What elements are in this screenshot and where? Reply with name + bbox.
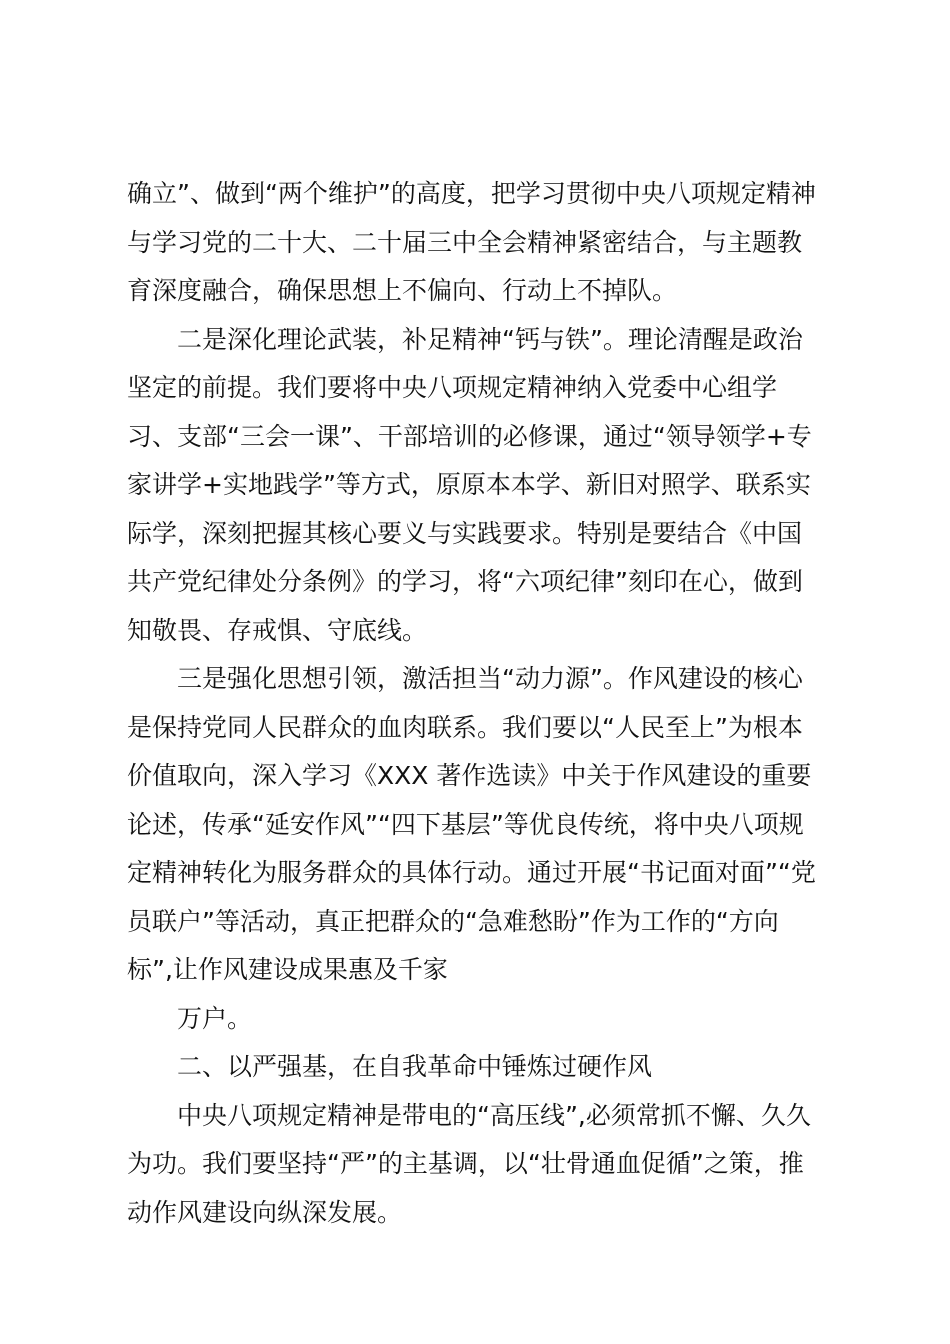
text-line: 共产党纪律处分条例》的学习，将“六项纪律”刻印在心，做到 (127, 567, 803, 596)
text-line: 中央八项规定精神是带电的“高压线”,必须常抓不懈、久久 (177, 1100, 811, 1130)
text-line: 习、支部“三会一课”、干部培训的必修课，通过“领导领学+专 (127, 421, 812, 451)
text-line: 三是强化思想引领，激活担当“动力源”。作风建设的核心 (177, 664, 803, 693)
text-line: 价值取向，深入学习《XXX 著作选读》中关于作风建设的重要 (127, 761, 812, 790)
text-line: 与学习党的二十大、二十届三中全会精神紧密结合，与主题教 (127, 227, 803, 257)
text-line: 论述，传承“延安作风”“四下基层”等优良传统，将中央八项规 (127, 809, 804, 839)
body-text (127, 170, 837, 1237)
text-line: 是保持党同人民群众的血肉联系。我们要以“人民至上”为根本 (127, 712, 803, 742)
text-line: 坚定的前提。我们要将中央八项规定精神纳入党委中心组学 (127, 373, 778, 402)
text-line: 万户。 (177, 1003, 253, 1033)
text-line: 标”,让作风建设成果惠及千家 (127, 955, 448, 984)
text-line: 知敬畏、存戒惧、守底线。 (127, 615, 428, 645)
section-heading: 二、以严强基，在自我革命中锤炼过硬作风 (177, 1052, 653, 1081)
text-line: 为功。我们要坚持“严”的主基调，以“壮骨通血促循”之策，推 (127, 1149, 804, 1178)
text-line: 动作风建设向纵深发展。 (127, 1197, 403, 1227)
text-line: 家讲学+实地践学”等方式，原原本本学、新旧对照学、联系实 (127, 470, 811, 499)
text-line: 育深度融合，确保思想上不偏向、行动上不掉队。 (127, 276, 678, 305)
text-line: 定精神转化为服务群众的具体行动。通过开展“书记面对面”“党 (127, 858, 816, 887)
text-line: 际学，深刻把握其核心要义与实践要求。特别是要结合《中国 (127, 518, 803, 548)
text-line: 确立”、做到“两个维护”的高度，把学习贯彻中央八项规定精神 (127, 179, 816, 208)
text-line: 员联户”等活动，真正把群众的“急难愁盼”作为工作的“方向 (127, 906, 779, 936)
text-line: 二是深化理论武装，补足精神“钙与铁”。理论清醒是政治 (177, 324, 803, 354)
